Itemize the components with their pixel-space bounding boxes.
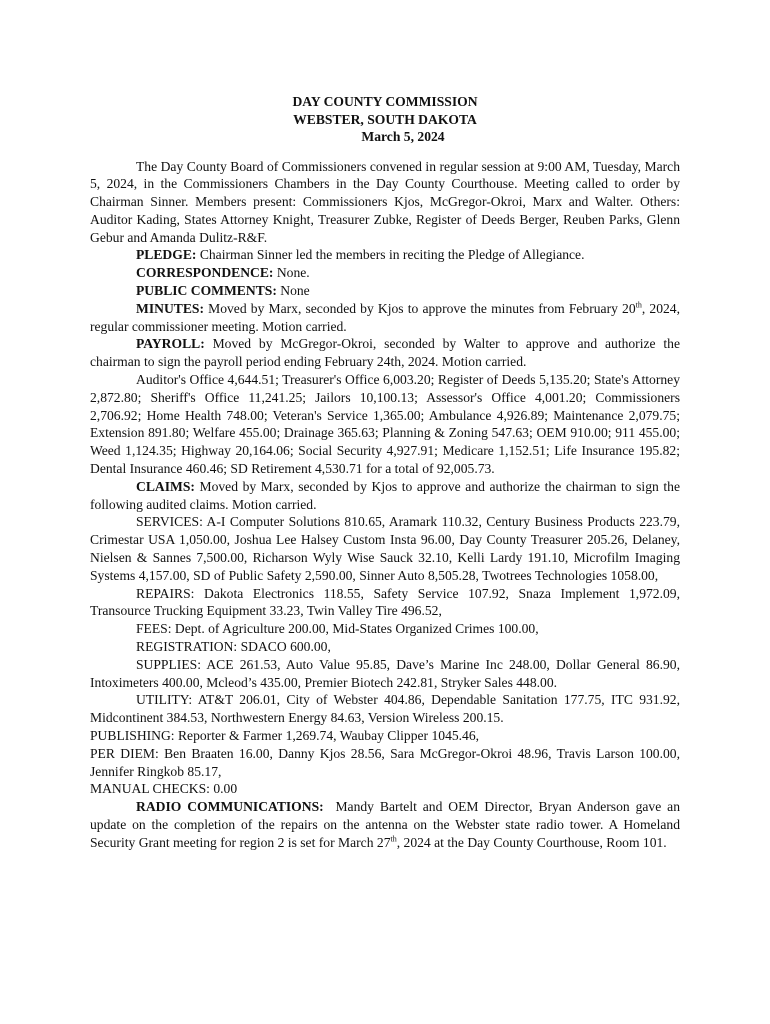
claims-text: Moved by Marx, seconded by Kjos to approve and authorize the chairman to sign the following audited claims. Motion carried. (90, 478, 680, 512)
header-date: March 5, 2024 (361, 129, 445, 144)
correspondence-paragraph (90, 264, 680, 282)
correspondence-text: None. (273, 265, 310, 281)
payroll-text: Moved by McGregor-Okroi, seconded by Walter to approve and authorize the chairman to sign the payroll period ending February 24th, 2024. Motion carried. (90, 336, 680, 370)
document-page (90, 93, 684, 852)
public-comments-paragraph (90, 282, 680, 300)
public-comments-text: None (276, 283, 310, 299)
header-title: DAY COUNTY COMMISSION (292, 94, 478, 109)
services-paragraph (90, 513, 680, 584)
per-diem-text: PER DIEM: Ben Braaten 16.00, Danny Kjos 28.56, Sara McGregor-Okroi 48.96, Travis Larson 100.00, Jennifer Ringkob 85.17, (90, 745, 680, 779)
claims-paragraph (90, 478, 680, 514)
payroll-detail-paragraph (90, 371, 680, 478)
payroll-label: PAYROLL: (136, 336, 205, 352)
intro-text: The Day County Board of Commissioners convened in regular session at 9:00 AM, Tuesday, March 5, 2024, in the Commissioners Chambers in the Day County Courthouse. Meeting called to order by Chairman Sinner. Members present: Commissioners Kjos, McGregor-Okroi, Marx and Walter. Others: Auditor Kading, States Attorney Knight, Treasurer Zubke, Register of Deeds Berger, Reuben Parks, Glenn Gebur and Amanda Dulitz-R&F. (90, 158, 680, 245)
manual-checks-text: MANUAL CHECKS: 0.00 (90, 781, 238, 797)
repairs-paragraph (90, 585, 680, 621)
fees-paragraph (90, 620, 680, 638)
registration-paragraph (90, 638, 680, 656)
supplies-text: SUPPLIES: ACE 261.53, Auto Value 95.85, Dave’s Marine Inc 248.00, Dollar General 86.90, Intoximeters 400.00, Mcleod’s 435.00, Premier Biotech 242.81, Stryker Sales 448.00. (90, 656, 680, 690)
minutes-superscript: th (635, 300, 642, 310)
utility-text: UTILITY: AT&T 206.01, City of Webster 404.86, Dependable Sanitation 177.75, ITC 931.92, Midcontinent 384.53, Northwestern Energy 84.63, Version Wireless 200.15. (90, 692, 680, 726)
radio-communications-label: RADIO COMMUNICATIONS: (136, 799, 324, 815)
manual-checks-paragraph (90, 780, 680, 798)
utility-paragraph (90, 691, 680, 727)
registration-text: REGISTRATION: SDACO 600.00, (136, 639, 331, 655)
publishing-paragraph (90, 727, 680, 745)
header-location: WEBSTER, SOUTH DAKOTA (293, 111, 477, 127)
radio-communications-paragraph (90, 798, 684, 851)
minutes-text-b: , 2024, regular commissioner meeting. Motion carried. (90, 300, 680, 334)
pledge-text: Chairman Sinner led the members in reciting the Pledge of Allegiance. (196, 247, 585, 263)
radio-text-b: , 2024 at the Day County Courthouse, Room 101. (396, 834, 667, 850)
pledge-label: PLEDGE: (136, 247, 197, 263)
pledge-paragraph (90, 246, 680, 264)
minutes-label: MINUTES: (136, 300, 204, 316)
claims-label: CLAIMS: (136, 478, 195, 494)
minutes-paragraph (90, 300, 680, 336)
spacer (90, 146, 680, 158)
fees-text: FEES: Dept. of Agriculture 200.00, Mid-States Organized Crimes 100.00, (136, 621, 539, 637)
repairs-text: REPAIRS: Dakota Electronics 118.55, Safety Service 107.92, Snaza Implement 1,972.09, Transource Trucking Equipment 33.23, Twin Valley Tire 496.52, (90, 585, 680, 619)
minutes-text-a: Moved by Marx, seconded by Kjos to approve the minutes from February 20 (203, 300, 636, 316)
per-diem-paragraph (90, 745, 680, 781)
intro-paragraph (90, 158, 680, 247)
document-header (90, 93, 680, 146)
supplies-paragraph (90, 656, 680, 692)
payroll-paragraph (90, 335, 680, 371)
payroll-detail-text: Auditor's Office 4,644.51; Treasurer's Office 6,003.20; Register of Deeds 5,135.20; State's Attorney 2,872.80; Sheriff's Office 11,241.25; Jailors 10,100.13; Assessor's Office 4,001.20; Commissioners 2,706.92; Home Health 748.00; Veteran's Service 1,365.00; Ambulance 4,926.89; Maintenance 2,079.75; Extension 891.80; Welfare 455.00; Drainage 365.63; Planning & Zoning 547.63; OEM 910.00; 911 455.00; Weed 1,124.35; Highway 20,164.06; Social Security 4,927.91; Medicare 1,152.51; Life Insurance 195.82; Dental Insurance 460.46; SD Retirement 4,530.71 for a total of 92,005.73. (90, 372, 680, 477)
public-comments-label: PUBLIC COMMENTS: (136, 283, 277, 299)
publishing-text: PUBLISHING: Reporter & Farmer 1,269.74, Waubay Clipper 1045.46, (90, 728, 480, 743)
services-text: SERVICES: A-I Computer Solutions 810.65, Aramark 110.32, Century Business Products 223.79, Crimestar USA 1,050.00, Joshua Lee Halsey Custom Insta 96.00, Day County Treasurer 205.26, Delaney, Nielsen & Sannes 7,500.00, Richarson Wyly Wise Sauck 32.10, Kelli Lardy 191.10, Microfilm Imaging Systems 4,157.00, SD of Public Safety 2,590.00, Sinner Auto 8,505.28, Twotrees Technologies 1058.00, (90, 514, 680, 583)
radio-superscript: th (390, 834, 397, 844)
correspondence-label: CORRESPONDENCE: (136, 265, 274, 281)
radio-text-a: Mandy Bartelt and OEM Director, Bryan Anderson gave an update on the completion of the repairs on the antenna on the Webster state radio tower. A Homeland Security Grant meeting for region 2 is set for March 27 (90, 799, 684, 850)
